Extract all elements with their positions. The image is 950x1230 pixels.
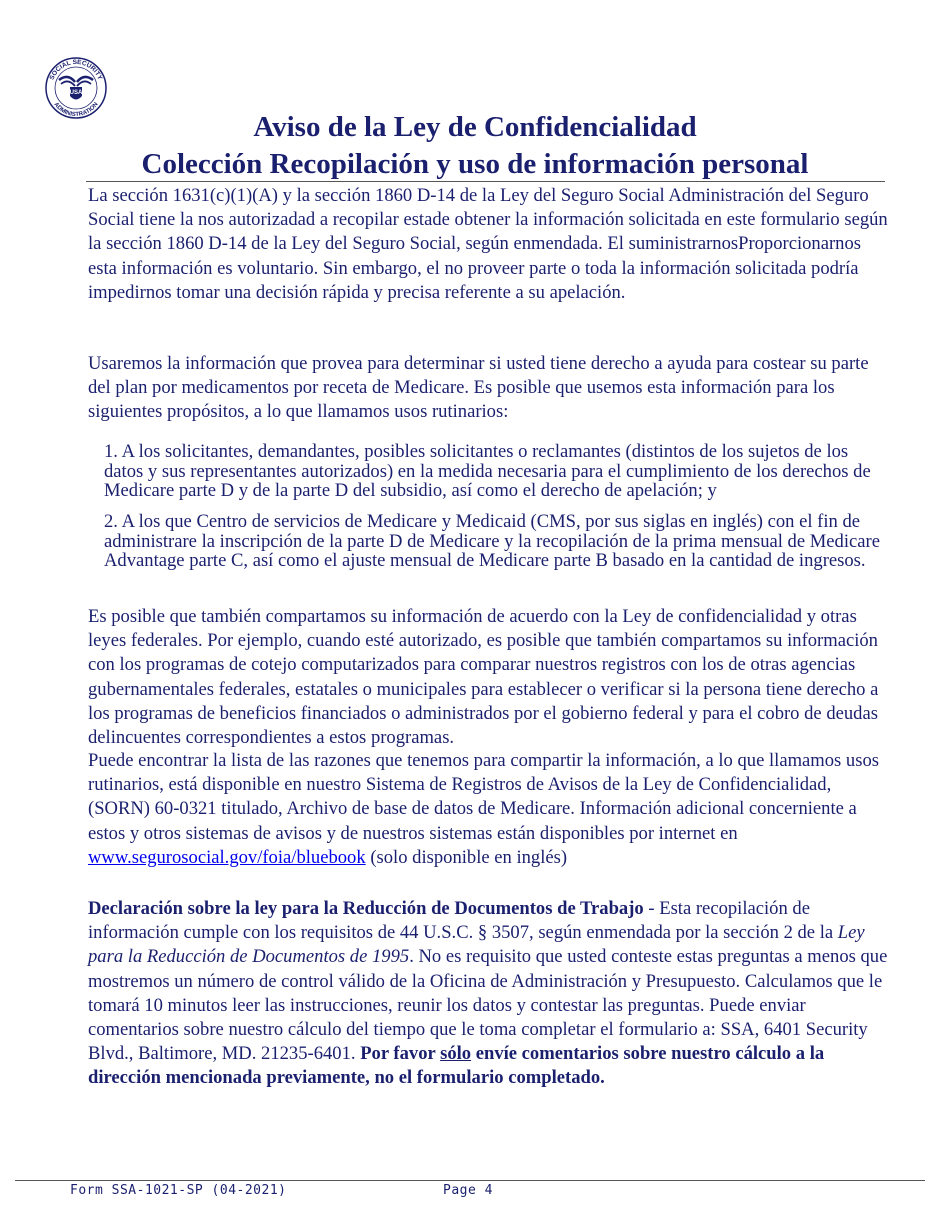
header-divider <box>86 181 885 182</box>
paperwork-bold-1: Por favor <box>360 1043 436 1065</box>
paperwork-bold-underline: sólo <box>440 1043 472 1065</box>
paperwork-text-1: - Esta recopilación de información cumple con los requisitos de 44 U.S.C. § 3507, según enmendada por la sección 2 de la <box>88 898 838 944</box>
paperwork-text-2: . No es requisito que usted conteste estas preguntas a menos que mostremos un número de control válido de la Oficina de Administración y Presupuesto. Calculamos que le tomará 10 minutos leer las instrucciones, reunir los datos y contestar las preguntas. Puede enviar comentarios sobre nuestro cálculo del tiempo que le toma completar el formulario a: SSA, 6401 Security Blvd., Baltimore, MD. 21235-6401. <box>88 946 888 1065</box>
purpose-paragraph: Usaremos la información que provea para determinar si usted tiene derecho a ayuda para costear su parte del plan por medicamentos por receta de Medicare. Es posible que usemos esta información para los siguientes propósitos, a lo que llamamos usos rutinarios: <box>88 353 869 423</box>
authority-paragraph: La sección 1631(c)(1)(A) y la sección 1860 D-14 de la Ley del Seguro Social Administración del Seguro Social tiene la nos autorizadad a recopilar estade obtener la información solicitada en este formulario según la sección 1860 D-14 de la Ley del Seguro Social, según enmendada. El suministrarnosProporcionarnos esta información es voluntario. Sin embargo, el no proveer parte o toda la información solicitada podría impedirnos tomar una decisión rápida y precisa referente a su apelación. <box>88 185 888 303</box>
svg-text:ADMINISTRATION: ADMINISTRATION <box>52 101 100 119</box>
svg-text:USA: USA <box>69 90 83 96</box>
notice-title: Aviso de la Ley de Confidencialidad <box>253 111 697 143</box>
paperwork-bold-2: envíe comentarios sobre nuestro cálculo a la dirección mencionada previamente, no el formulario completado. <box>88 1043 825 1089</box>
paperwork-act-name: Ley para la Reducción de Documentos de 1995 <box>88 922 865 968</box>
svg-text:SOCIAL SECURITY: SOCIAL SECURITY <box>48 58 104 82</box>
routine-use-item-2: 2. A los que Centro de servicios de Medicare y Medicaid (CMS, por sus siglas en inglés) con el fin de administrare la inscripción de la parte D de Medicare y la recopilación de la prima mensual de Medicare Advantage parte C, así como el ajuste mensual de Medicare parte B basado en la cantidad de ingresos. <box>104 511 880 572</box>
paperwork-reduction-paragraph <box>88 897 890 1091</box>
form-id: Form SSA-1021-SP (04-2021) <box>70 1183 287 1198</box>
routine-use-item-1: 1. A los solicitantes, demandantes, posibles solicitantes o reclamantes (distintos de los sujetos de los datos y sus representantes autorizados) en la medida necesaria para el cumplimiento de los derechos de Medicare parte D y de la parte D del subsidio, así como el derecho de apelación; y <box>104 441 871 502</box>
sorn-paragraph <box>88 749 890 870</box>
sorn-tail: (solo disponible en inglés) <box>370 846 568 868</box>
sorn-text: Puede encontrar la lista de las razones que tenemos para compartir la información, a lo que llamamos usos rutinarios, está disponible en nuestro Sistema de Registros de Avisos de la Ley de Confidencialidad, (SORN) 60-0321 titulado, Archivo de base de datos de Medicare. Información adicional concerniente a estos y otros sistemas de avisos y de nuestros sistemas están disponibles por internet en <box>88 750 879 844</box>
page-number: Page 4 <box>443 1183 493 1198</box>
footer-divider <box>15 1180 925 1181</box>
bluebook-link[interactable]: www.segurosocial.gov/foia/bluebook <box>88 846 366 868</box>
paperwork-heading: Declaración sobre la ley para la Reducción de Documentos de Trabajo <box>88 898 644 919</box>
sharing-paragraph: Es posible que también compartamos su información de acuerdo con la Ley de confidencialidad y otras leyes federales. Por ejemplo, cuando esté autorizado, es posible que también compartamos su información con los programas de cotejo computarizados para comparar nuestros registros con los de otras agencias gubernamentales federales, estatales o municipales para establecer o verificar si la persona tiene derecho a los programas de beneficios financiados o administrados por el gobierno federal y para el cobro de deudas delincuentes correspondientes a estos programas. <box>88 606 879 749</box>
notice-subtitle: Colección Recopilación y uso de información personal <box>141 148 809 180</box>
